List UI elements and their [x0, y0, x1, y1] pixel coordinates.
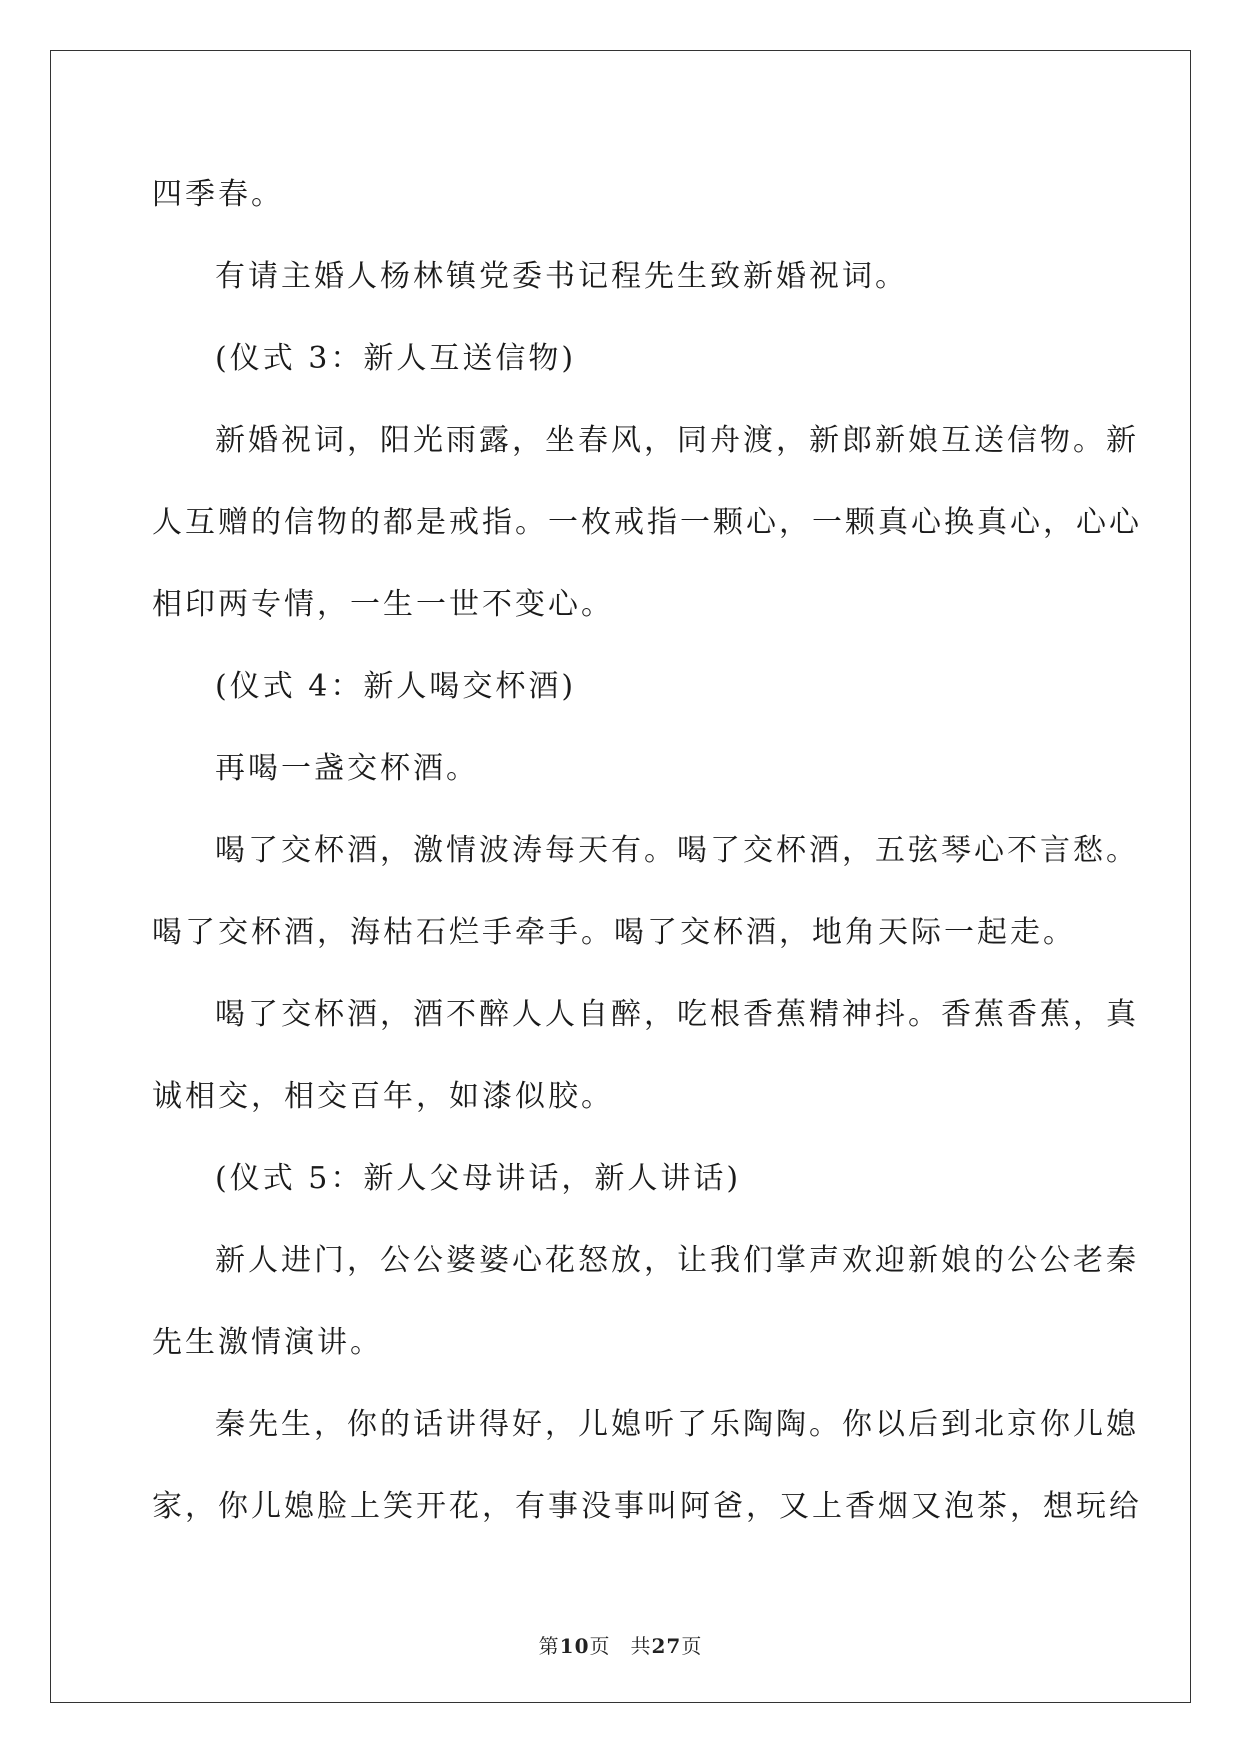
section-heading: (仪式 4：新人喝交杯酒) [215, 669, 577, 704]
total-pages: 27 [651, 1634, 682, 1658]
section-heading: (仪式 3：新人互送信物) [215, 341, 577, 376]
page-footer [0, 1630, 1241, 1659]
text-line: 有请主婚人杨林镇党委书记程先生致新婚祝词。 [215, 259, 908, 294]
text-line: 秦先生，你的话讲得好，儿媳听了乐陶陶。你以后到北京你儿媳 [215, 1407, 1139, 1442]
footer-total-suffix: 页 [681, 1634, 703, 1658]
section-heading: (仪式 5：新人父母讲话，新人讲话) [215, 1161, 742, 1196]
footer-prefix: 第 [538, 1634, 560, 1658]
text-line: 人互赠的信物的都是戒指。一枚戒指一颗心，一颗真心换真心，心心 [152, 505, 1142, 540]
text-line: 喝了交杯酒，酒不醉人人自醉，吃根香蕉精神抖。香蕉香蕉，真 [215, 997, 1139, 1032]
footer-total-prefix: 共 [630, 1634, 652, 1658]
text-line: 新人进门，公公婆婆心花怒放，让我们掌声欢迎新娘的公公老秦 [215, 1243, 1139, 1278]
text-line: 喝了交杯酒，海枯石烂手牵手。喝了交杯酒，地角天际一起走。 [152, 915, 1076, 950]
document-body [152, 154, 1142, 1548]
text-line: 喝了交杯酒，激情波涛每天有。喝了交杯酒，五弦琴心不言愁。 [215, 833, 1139, 868]
text-line: 相印两专情，一生一世不变心。 [152, 587, 614, 622]
text-line: 新婚祝词，阳光雨露，坐春风，同舟渡，新郎新娘互送信物。新 [215, 423, 1139, 458]
text-line: 再喝一盏交杯酒。 [215, 751, 479, 786]
text-line: 诚相交，相交百年，如漆似胶。 [152, 1079, 614, 1114]
footer-page-suffix: 页 [589, 1634, 611, 1658]
text-line: 家，你儿媳脸上笑开花，有事没事叫阿爸，又上香烟又泡茶，想玩给 [152, 1489, 1142, 1524]
text-line: 先生激情演讲。 [152, 1325, 383, 1360]
text-line: 四季春。 [152, 177, 284, 212]
page-number: 10 [559, 1634, 590, 1658]
